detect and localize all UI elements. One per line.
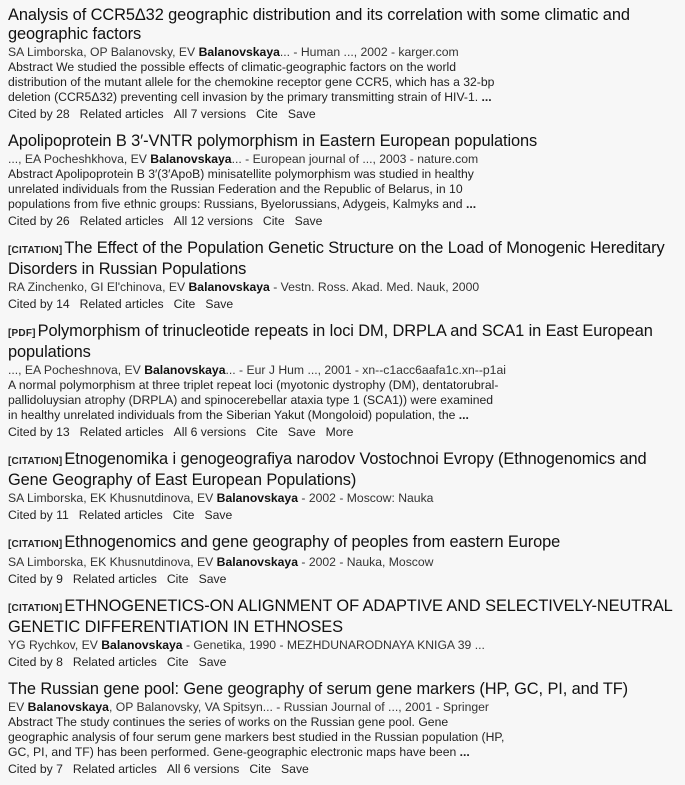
cited-by-link[interactable]: Cited by 11 xyxy=(8,508,69,522)
search-result xyxy=(8,132,680,229)
related-articles-link[interactable]: Related articles xyxy=(79,107,164,121)
result-actions xyxy=(8,213,680,229)
result-title-link[interactable]: ETHNOGENETICS-ON ALIGNMENT OF ADAPTIVE AND SELECTIVELY-NEUTRAL GENETIC DIFFERENTIATION IN ETHNOSES xyxy=(8,597,673,636)
authors-prefix: SA Limborska, EK Khusnutdinova, EV xyxy=(8,555,217,569)
search-result xyxy=(8,450,680,523)
result-authors xyxy=(8,638,680,653)
abstract-text: Abstract The study continues the series of works on the Russian gene pool. Gene xyxy=(8,715,449,729)
abstract-line xyxy=(8,182,680,197)
cite-button[interactable]: Cite xyxy=(172,508,195,522)
authors-suffix: ... - Human ..., 2002 - karger.com xyxy=(279,45,459,59)
abstract-text: distribution of the mutant allele for the chemokine receptor gene CCR5, which has a 32-bp xyxy=(8,75,495,89)
cite-button[interactable]: Cite xyxy=(249,762,272,776)
result-title xyxy=(8,597,680,637)
authors-prefix: ..., EA Pocheshnova, EV xyxy=(8,363,145,377)
save-button[interactable]: Save xyxy=(198,655,227,669)
abstract-ellipsis: ... xyxy=(481,90,492,104)
result-abstract xyxy=(8,167,680,212)
abstract-line xyxy=(8,60,680,75)
cited-by-link[interactable]: Cited by 26 xyxy=(8,214,70,228)
abstract-text: A normal polymorphism at three triplet repeat loci (myotonic dystrophy (DM), dentatorubral- xyxy=(8,378,499,392)
search-result xyxy=(8,533,680,587)
abstract-line xyxy=(8,378,680,393)
more-button[interactable]: More xyxy=(325,425,354,439)
authors-suffix: ... - European journal of ..., 2003 - nature.com xyxy=(231,152,479,166)
result-abstract xyxy=(8,60,680,105)
search-result xyxy=(8,239,680,312)
authors-suffix: ... - Eur J Hum ..., 2001 - xn--c1acc6aafa1c.xn--p1ai xyxy=(225,363,506,377)
abstract-ellipsis: ... xyxy=(465,197,477,211)
abstract-text: pallidoluysian atrophy (DRPLA) and spinocerebellar ataxia type 1 (SCA1)) were examined xyxy=(8,393,494,407)
search-result xyxy=(8,597,680,670)
abstract-line xyxy=(8,745,680,760)
result-title-link[interactable]: Polymorphism of trinucleotide repeats in loci DM, DRPLA and SCA1 in East European populations xyxy=(8,322,653,361)
authors-prefix: SA Limborska, OP Balanovsky, EV xyxy=(8,45,199,59)
result-authors xyxy=(8,152,680,167)
search-result xyxy=(8,322,680,440)
result-title xyxy=(8,239,680,279)
authors-suffix: - Vestn. Ross. Akad. Med. Nauk, 2000 xyxy=(269,280,480,294)
abstract-line xyxy=(8,167,680,182)
cite-button[interactable]: Cite xyxy=(166,655,189,669)
all-versions-link[interactable]: All 7 versions xyxy=(173,107,247,121)
result-authors xyxy=(8,363,680,378)
abstract-text: in healthy unrelated individuals from the Siberian Yakut (Mongoloid) population, the xyxy=(8,408,459,422)
result-authors xyxy=(8,280,680,295)
cited-by-link[interactable]: Cited by 14 xyxy=(8,297,70,311)
result-abstract xyxy=(8,378,680,423)
result-title xyxy=(8,6,680,44)
save-button[interactable]: Save xyxy=(281,762,309,776)
related-articles-link[interactable]: Related articles xyxy=(72,572,157,586)
abstract-line xyxy=(8,197,680,212)
save-button[interactable]: Save xyxy=(205,297,234,311)
result-title xyxy=(8,322,680,362)
authors-suffix: - 2002 - Moscow: Nauka xyxy=(297,491,434,505)
abstract-ellipsis: ... xyxy=(458,408,469,422)
abstract-line xyxy=(8,393,680,408)
save-button[interactable]: Save xyxy=(287,107,316,121)
abstract-text: GC, PI, and TF) has been performed. Gene-geographic electronic maps have been xyxy=(8,745,460,759)
all-versions-link[interactable]: All 6 versions xyxy=(173,425,247,439)
cite-button[interactable]: Cite xyxy=(166,572,189,586)
result-type-tag: [CITATION] xyxy=(8,603,63,614)
result-title xyxy=(8,680,680,699)
related-articles-link[interactable]: Related articles xyxy=(79,425,164,439)
cited-by-link[interactable]: Cited by 7 xyxy=(8,762,63,776)
abstract-text: deletion (CCR5Δ32) preventing cell invasion by the primary transmitting strain of HIV-1. xyxy=(8,90,482,104)
result-actions xyxy=(8,424,680,440)
result-actions xyxy=(8,296,680,312)
abstract-line xyxy=(8,90,680,105)
abstract-line xyxy=(8,408,680,423)
result-actions xyxy=(8,507,680,523)
abstract-text: Abstract Apolipoprotein B 3′(3′ApoB) minisatellite polymorphism was studied in healthy xyxy=(8,167,474,181)
abstract-line xyxy=(8,75,680,90)
related-articles-link[interactable]: Related articles xyxy=(79,214,164,228)
save-button[interactable]: Save xyxy=(198,572,227,586)
authors-prefix: EV xyxy=(8,700,28,714)
result-title-link[interactable]: Ethnogenomics and gene geography of peoples from eastern Europe xyxy=(64,533,561,551)
highlighted-author: Balanovskaya xyxy=(198,45,280,59)
highlighted-author: Balanovskaya xyxy=(144,363,226,377)
authors-prefix: YG Rychkov, EV xyxy=(8,638,102,652)
cite-button[interactable]: Cite xyxy=(256,107,278,121)
save-button[interactable]: Save xyxy=(204,508,233,522)
result-title xyxy=(8,533,680,554)
cited-by-link[interactable]: Cited by 8 xyxy=(8,655,63,669)
highlighted-author: Balanovskaya xyxy=(216,555,298,569)
authors-suffix: - Genetika, 1990 - MEZHDUNARODNAYA KNIGA 39 ... xyxy=(182,638,485,652)
result-title xyxy=(8,450,680,490)
all-versions-link[interactable]: All 6 versions xyxy=(166,762,240,776)
highlighted-author: Balanovskaya xyxy=(150,152,232,166)
cited-by-link[interactable]: Cited by 28 xyxy=(8,107,70,121)
result-title xyxy=(8,132,680,151)
result-type-tag: [CITATION] xyxy=(8,245,63,256)
cited-by-link[interactable]: Cited by 9 xyxy=(8,572,63,586)
result-title-link[interactable]: The Russian gene pool: Gene geography of serum gene markers (HP, GC, PI, and TF) xyxy=(8,680,629,698)
related-articles-link[interactable]: Related articles xyxy=(72,655,157,669)
save-button[interactable]: Save xyxy=(287,425,316,439)
save-button[interactable]: Save xyxy=(294,214,323,228)
result-authors xyxy=(8,555,680,570)
result-title-link[interactable]: Analysis of CCR5Δ32 geographic distribution and its correlation with some climatic and geographic factors xyxy=(8,6,630,43)
all-versions-link[interactable]: All 12 versions xyxy=(173,214,253,228)
abstract-line xyxy=(8,730,680,745)
abstract-text: populations from five ethnic groups: Russians, Byelorussians, Adygeis, Kalmyks and xyxy=(8,197,466,211)
highlighted-author: Balanovskaya xyxy=(188,280,270,294)
result-type-tag: [CITATION] xyxy=(8,539,63,550)
result-authors xyxy=(8,45,680,60)
highlighted-author: Balanovskaya xyxy=(216,491,298,505)
cited-by-link[interactable]: Cited by 13 xyxy=(8,425,70,439)
result-actions xyxy=(8,106,680,122)
authors-prefix: ..., EA Pocheshkhova, EV xyxy=(8,152,151,166)
authors-suffix: - 2002 - Nauka, Moscow xyxy=(297,555,434,569)
cite-button[interactable]: Cite xyxy=(262,214,285,228)
authors-prefix: SA Limborska, EK Khusnutdinova, EV xyxy=(8,491,217,505)
authors-prefix: RA Zinchenko, GI El'chinova, EV xyxy=(8,280,189,294)
result-actions xyxy=(8,571,680,587)
cite-button[interactable]: Cite xyxy=(256,425,278,439)
abstract-text: unrelated individuals from the Russian Federation and the Republic of Belarus, in 10 xyxy=(8,182,463,196)
highlighted-author: Balanovskaya xyxy=(101,638,183,652)
related-articles-link[interactable]: Related articles xyxy=(79,297,164,311)
abstract-text: geographic analysis of four serum gene markers best studied in the Russian population (HP, xyxy=(8,730,505,744)
related-articles-link[interactable]: Related articles xyxy=(72,762,157,776)
result-authors xyxy=(8,491,680,506)
result-title-link[interactable]: Etnogenomika i genogeografiya narodov Vostochnoi Evropy (Ethnogenomics and Gene Geography of East European Populations) xyxy=(8,450,647,489)
abstract-text: Abstract We studied the possible effects of climatic-geographic factors on the world xyxy=(8,60,457,74)
result-title-link[interactable]: The Effect of the Population Genetic Structure on the Load of Monogenic Hereditary Disorders in Russian Populations xyxy=(8,239,665,278)
result-actions xyxy=(8,761,680,777)
related-articles-link[interactable]: Related articles xyxy=(78,508,163,522)
abstract-ellipsis: ... xyxy=(459,745,470,759)
authors-suffix: , OP Balanovsky, VA Spitsyn... - Russian Journal of ..., 2001 - Springer xyxy=(108,700,489,714)
search-result xyxy=(8,680,680,777)
result-actions xyxy=(8,654,680,670)
search-result xyxy=(8,6,680,122)
abstract-line xyxy=(8,715,680,730)
result-authors xyxy=(8,700,680,715)
result-title-link[interactable]: Apolipoprotein B 3′-VNTR polymorphism in Eastern European populations xyxy=(8,132,538,150)
result-abstract xyxy=(8,715,680,760)
result-type-tag: [PDF] xyxy=(8,328,36,339)
cite-button[interactable]: Cite xyxy=(173,297,196,311)
highlighted-author: Balanovskaya xyxy=(27,700,109,714)
result-type-tag: [CITATION] xyxy=(8,456,63,467)
